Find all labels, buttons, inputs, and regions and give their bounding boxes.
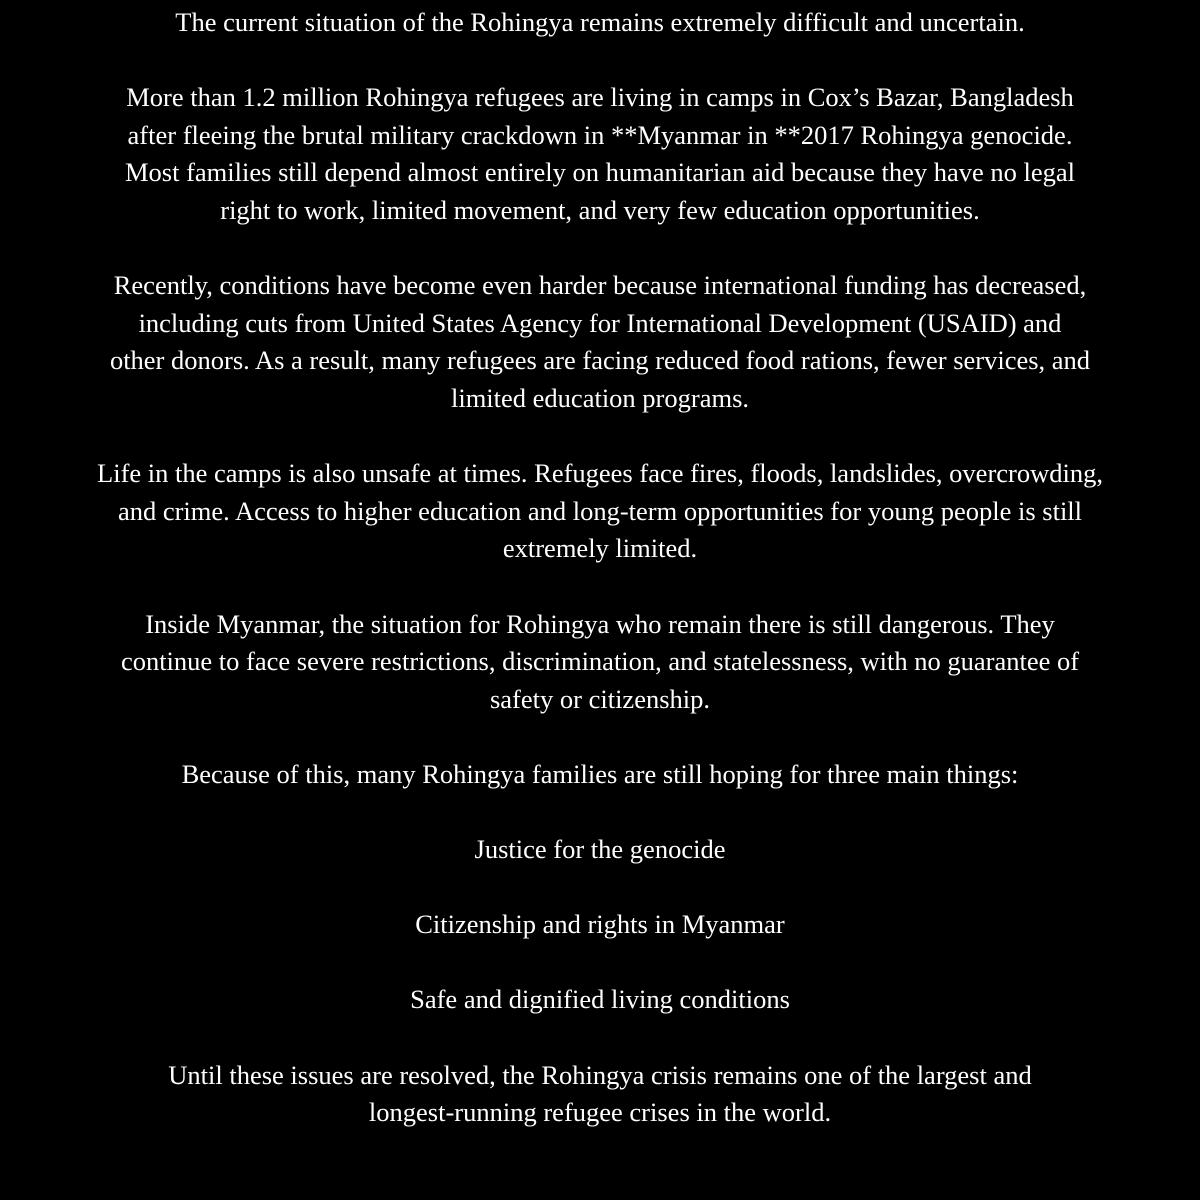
- inside-myanmar-paragraph: Inside Myanmar, the situation for Rohingya who remain there is still dangerous. They continue to face severe restrictions, discrimination, and statelessness, with no guarantee of safety or citizenship.: [120, 608, 1080, 714]
- intro-paragraph: The current situation of the Rohingya remains extremely difficult and uncertain.: [175, 7, 1025, 37]
- conclusion-paragraph: Until these issues are resolved, the Rohingya crisis remains one of the largest and longest-running refugee crises in the world.: [168, 1059, 1032, 1128]
- hope-item-living-conditions: Safe and dignified living conditions: [410, 984, 790, 1015]
- hope-item-citizenship: Citizenship and rights in Myanmar: [415, 909, 785, 940]
- refugee-camps-paragraph: More than 1.2 million Rohingya refugees are living in camps in Cox’s Bazar, Bangladesh after fleeing the brutal military crackdown in **Myanmar in **2017 Rohingya genocide. Most families still depend almost entirely on humanitarian aid because they have no legal right to work, limited movement, and very few education opportunities.: [124, 82, 1076, 225]
- hopes-intro-paragraph: Because of this, many Rohingya families are still hoping for three main things:: [181, 758, 1019, 789]
- camp-safety-paragraph: Life in the camps is also unsafe at times. Refugees face fires, floods, landslides, overcrowding, and crime. Access to higher education and long-term opportunities for young people is still extremely limited.: [97, 458, 1103, 564]
- hope-item-justice: Justice for the genocide: [474, 834, 726, 865]
- document-page: [0, 4, 1200, 1200]
- funding-cuts-paragraph: Recently, conditions have become even harder because international funding has decreased, including cuts from United States Agency for International Development (USAID) and other donors. As a result, many refugees are facing reduced food rations, fewer services, and limited education programs.: [109, 270, 1091, 413]
